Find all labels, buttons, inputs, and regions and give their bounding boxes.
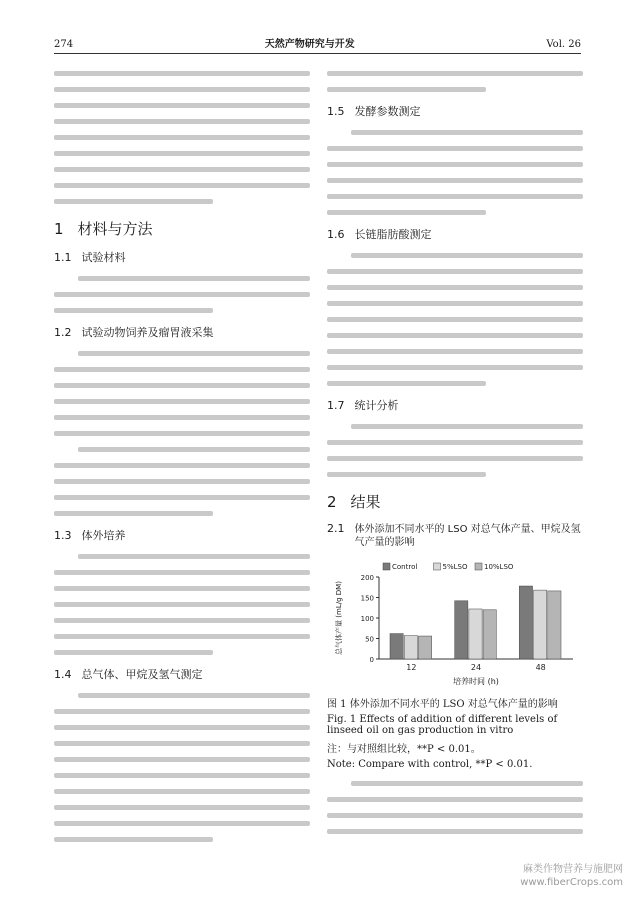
x-tick-label: 48 <box>535 663 546 672</box>
figure-1 <box>327 557 583 770</box>
bar <box>548 591 561 659</box>
bar <box>469 609 482 659</box>
journal-title: 天然产物研究与开发 <box>264 39 355 50</box>
bar <box>519 586 532 659</box>
y-tick-label: 0 <box>369 656 374 664</box>
legend-swatch <box>383 563 390 570</box>
bar-chart <box>327 557 583 687</box>
subsection-heading: 1.4 总气体、甲烷及氢气测定 <box>54 668 203 681</box>
y-axis-label: 总气体产量 (mL/g DM) <box>335 581 343 655</box>
subsection-heading: 2.1 体外添加不同水平的 LSO 对总气体产量、甲烷及氢气产量的影响 <box>327 522 581 548</box>
y-tick-label: 150 <box>360 594 374 603</box>
x-axis-label: 培养时间 (h) <box>453 677 499 686</box>
bar <box>404 636 417 659</box>
running-header <box>54 30 581 54</box>
bar <box>534 590 547 659</box>
volume-label: Vol. 26 <box>546 39 581 50</box>
watermark: 麻类作物营养与施肥网 www.fiberCrops.com <box>520 864 623 888</box>
bar <box>418 636 431 659</box>
right-column <box>327 60 583 845</box>
left-column <box>54 60 310 853</box>
subsection-heading: 1.6 长链脂肪酸测定 <box>327 228 432 241</box>
section-heading-methods: 1 材料与方法 <box>54 220 153 238</box>
legend-label: 10%LSO <box>484 563 514 571</box>
figure-note-en: Note: Compare with control, **P < 0.01. <box>327 759 533 770</box>
subsection-heading: 1.1 试验材料 <box>54 251 126 264</box>
y-tick-label: 100 <box>360 615 374 623</box>
bar <box>483 610 496 659</box>
legend-swatch <box>434 563 441 570</box>
figure-caption-en: Fig. 1 Effects of addition of different levels of linseed oil on gas production in vitro <box>327 714 558 736</box>
section-heading-results: 2 结果 <box>327 493 381 511</box>
figure-caption-cn: 图 1 体外添加不同水平的 LSO 对总气体产量的影响 <box>327 699 558 710</box>
subsection-heading: 1.3 体外培养 <box>54 529 126 542</box>
figure-note-cn: 注：与对照组比较，**P < 0.01。 <box>327 744 481 755</box>
legend-swatch <box>475 563 482 570</box>
y-tick-label: 50 <box>365 635 374 644</box>
x-tick-label: 12 <box>406 663 417 672</box>
subsection-heading: 1.7 统计分析 <box>327 399 399 412</box>
page-number: 274 <box>54 39 74 50</box>
x-tick-label: 24 <box>470 663 482 672</box>
bar <box>390 634 403 659</box>
bar <box>455 601 468 659</box>
y-tick-label: 200 <box>360 574 374 582</box>
legend-label: 5%LSO <box>442 563 468 571</box>
subsection-heading: 1.5 发酵参数测定 <box>327 105 421 118</box>
subsection-heading: 1.2 试验动物饲养及瘤胃液采集 <box>54 326 214 339</box>
legend-label: Control <box>392 563 418 571</box>
